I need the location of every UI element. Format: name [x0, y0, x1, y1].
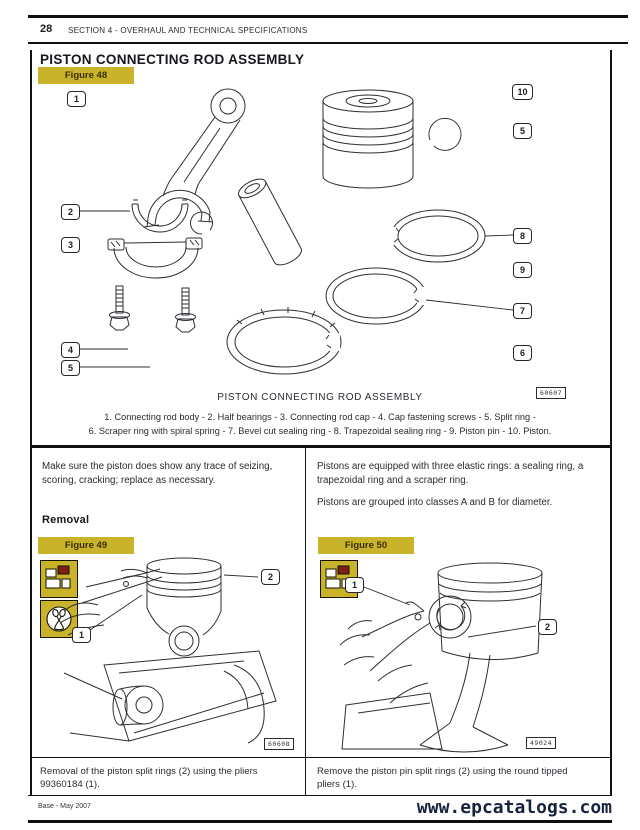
piston-pin-drawing [236, 175, 305, 269]
frame-right-border [610, 50, 612, 795]
figure49-callout-2: 2 [261, 569, 280, 585]
callout-1: 1 [67, 91, 86, 107]
header-rule [28, 42, 628, 44]
vise-block-drawing [64, 651, 276, 743]
top-rule [28, 15, 628, 18]
removal-heading: Removal [42, 514, 90, 526]
column-divider [305, 447, 306, 795]
figure49-code: 60608 [264, 738, 294, 750]
leader-lines [90, 575, 258, 630]
connecting-rod-drawing [144, 89, 245, 227]
callout-4: 4 [61, 342, 80, 358]
page-title: PISTON CONNECTING ROD ASSEMBLY [40, 52, 305, 67]
bevel-ring-drawing [326, 268, 428, 324]
callout-6: 6 [513, 345, 532, 361]
leader-lines [78, 211, 513, 367]
figure49-badge: Figure 49 [38, 537, 134, 554]
watermark: www.epcatalogs.com [416, 797, 612, 818]
figure50-caption: Remove the piston pin split rings (2) using the round tipped pliers (1). [317, 766, 568, 790]
figure48-caption: PISTON CONNECTING ROD ASSEMBLY [217, 392, 423, 403]
right-paragraph-2: Pistons are grouped into classes A and B for diameter. [317, 497, 553, 508]
callout-5: 5 [61, 360, 80, 376]
right-paragraph-1: Pistons are equipped with three elastic rings: a sealing ring, a trapezoidal ring and a scraper ring. [317, 461, 584, 486]
cap-screws-drawing [176, 288, 196, 332]
figure48-legend-line2: 6. Scraper ring with spiral spring - 7. Bevel cut sealing ring - 8. Trapezoidal sealing ring - 9. Piston pin - 10. Piston. [88, 426, 552, 436]
scraper-ring-drawing [227, 307, 341, 374]
callout-2: 2 [61, 204, 80, 220]
callout-9: 9 [513, 262, 532, 278]
figure48-code: 60607 [536, 387, 566, 399]
revision-date: Base - May 2007 [38, 803, 91, 810]
footer-rule [28, 795, 612, 796]
cap-screws-drawing [110, 286, 130, 330]
figure48-legend-line1: 1. Connecting rod body - 2. Half bearings - 3. Connecting rod cap - 4. Cap fastening screws - 5. Split ring - [104, 412, 536, 422]
piston-drawing [323, 90, 413, 188]
callout-5b: 5 [513, 123, 532, 139]
split-ring-right-drawing [429, 118, 461, 150]
page-number: 28 [40, 23, 53, 35]
section-separator [30, 445, 612, 448]
figure48-badge: Figure 48 [38, 67, 134, 84]
rod-cap-drawing [108, 238, 202, 278]
piston-assembly-drawing [420, 563, 542, 752]
round-pliers-drawing [340, 602, 430, 703]
left-paragraph: Make sure the piston does show any trace of seizing, scoring, cracking; replace as necessary. [42, 461, 273, 486]
figure49-callout-1: 1 [72, 627, 91, 643]
figure50-callout-2: 2 [538, 619, 557, 635]
figure50-callout-1: 1 [345, 577, 364, 593]
callout-10: 10 [512, 84, 533, 100]
callout-8: 8 [513, 228, 532, 244]
trapezoidal-ring-drawing [386, 210, 485, 262]
figure49-caption: Removal of the piston split rings (2) using the pliers 99360184 (1). [40, 766, 258, 790]
figure50-badge: Figure 50 [318, 537, 414, 554]
figure50-code: 49024 [526, 737, 556, 749]
half-bearings-drawing [132, 200, 188, 232]
callout-7: 7 [513, 303, 532, 319]
section-header: SECTION 4 - OVERHAUL AND TECHNICAL SPECIFICATIONS [68, 26, 308, 35]
bottom-rule [28, 820, 612, 823]
piston-in-vise-drawing [121, 558, 221, 656]
callout-3: 3 [61, 237, 80, 253]
